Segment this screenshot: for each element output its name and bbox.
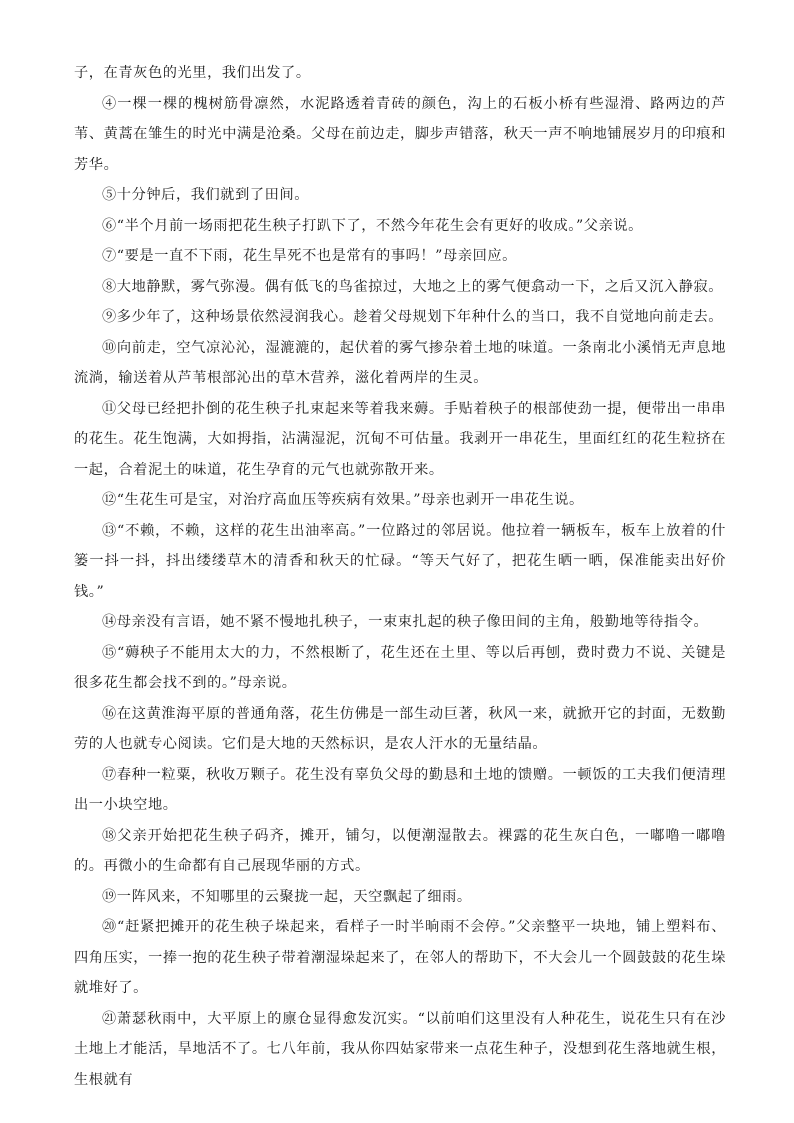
paragraph-15: ⑮“薅秧子不能用太大的力，不然根断了，花生还在土里、等以后再刨，费时费力不说、关键是很多花生都会找不到的。”母亲说。 [74, 644, 726, 691]
paragraph-20: ⑳“赶紧把摊开的花生秧子垛起来，看样子一时半晌雨不会停。”父亲整平一块地，铺上塑料布、四角压实，一捧一抱的花生秧子带着潮湿垛起来了，在邻人的帮助下，不大会儿一个圆鼓鼓的花生垛就堆好了。 [74, 919, 726, 996]
article-body [74, 58, 726, 1095]
paragraph-11: ⑪父母已经把扑倒的花生秧子扎束起来等着我来薅。手贴着秧子的根部使劲一提，便带出一串串的花生。花生饱满，大如拇指，沾满湿泥，沉甸不可估量。我剥开一串花生，里面红红的花生粒挤在一起，合着泥土的味道，花生孕育的元气也就弥散开来。 [74, 400, 726, 478]
paragraph-13: ⑬“不赖，不赖，这样的花生出油率高。”一位路过的邻居说。他拉着一辆板车，板车上放着的什篓一抖一抖，抖出缕缕草木的清香和秋天的忙碌。“等天气好了，把花生晒一晒，保准能卖出好价钱。” [74, 522, 726, 600]
paragraph-10: ⑩向前走，空气凉沁沁，湿漉漉的，起伏着的雾气掺杂着土地的味道。一条南北小溪悄无声息地流淌，输送着从芦苇根部沁出的草木营养，滋化着两岸的生灵。 [74, 339, 726, 386]
paragraph-4: ④一棵一棵的槐树筋骨凛然，水泥路透着青砖的颜色，沟上的石板小桥有些湿滑、路两边的芦苇、黄蒿在雏生的时光中满是沧桑。父母在前边走，脚步声错落，秋天一声不响地铺展岁月的印痕和芳华。 [74, 95, 726, 173]
paragraph-14: ⑭母亲没有言语，她不紧不慢地扎秧子，一束束扎起的秧子像田间的主角，般勤地等待指令。 [102, 614, 709, 630]
paragraph-8: ⑧大地静默，雾气弥漫。偶有低飞的鸟雀掠过，大地之上的雾气便翕动一下，之后又沉入静寂。 [102, 278, 724, 295]
paragraph-12: ⑫“生花生可是宝，对治疗高血压等疾病有效果。”母亲也剥开一串花生说。 [102, 492, 584, 508]
paragraph-7: ⑦“要是一直不下雨，花生旱死不也是常有的事吗！”母亲回应。 [102, 248, 517, 264]
paragraph-continuation: 子，在青灰色的光里，我们出发了。 [74, 65, 311, 81]
paragraph-6: ⑥“半个月前一场雨把花生秧子打趴下了，不然今年花生会有更好的收成。”父亲说。 [102, 217, 643, 234]
paragraph-9: ⑨多少年了，这种场景依然浸润我心。趁着父母规划下年种什么的当口，我不自觉地向前走去。 [102, 309, 724, 325]
paragraph-16: ⑯在这黄淮海平原的普通角落，花生仿佛是一部生动巨著，秋风一来，就掀开它的封面，无数勤劳的人也就专心阅读。它们是大地的天然标识，是农人汗水的无量结晶。 [74, 705, 726, 752]
paragraph-18: ⑱父亲开始把花生秧子码齐，摊开，铺匀，以便潮湿散去。裸露的花生灰白色，一嘟噜一嘟噜的。再微小的生命都有自己展现华丽的方式。 [74, 827, 726, 874]
paragraph-17: ⑰春种一粒粟，秋收万颗子。花生没有辜负父母的勤恳和土地的馈赠。一顿饭的工夫我们便清理出一小块空地。 [74, 766, 726, 813]
paragraph-21: ㉑萧瑟秋雨中，大平原上的廪仓显得愈发沉实。“以前咱们这里没有人种花生，说花生只有在沙土地上才能活，旱地活不了。七八年前，我从你四姑家带来一点花生种子，没想到花生落地就生根，生根就有 [74, 1010, 726, 1088]
paragraph-5: ⑤十分钟后，我们就到了田间。 [102, 187, 310, 203]
paragraph-19: ⑲一阵风来，不知哪里的云聚拢一起，天空飘起了细雨。 [102, 888, 472, 905]
